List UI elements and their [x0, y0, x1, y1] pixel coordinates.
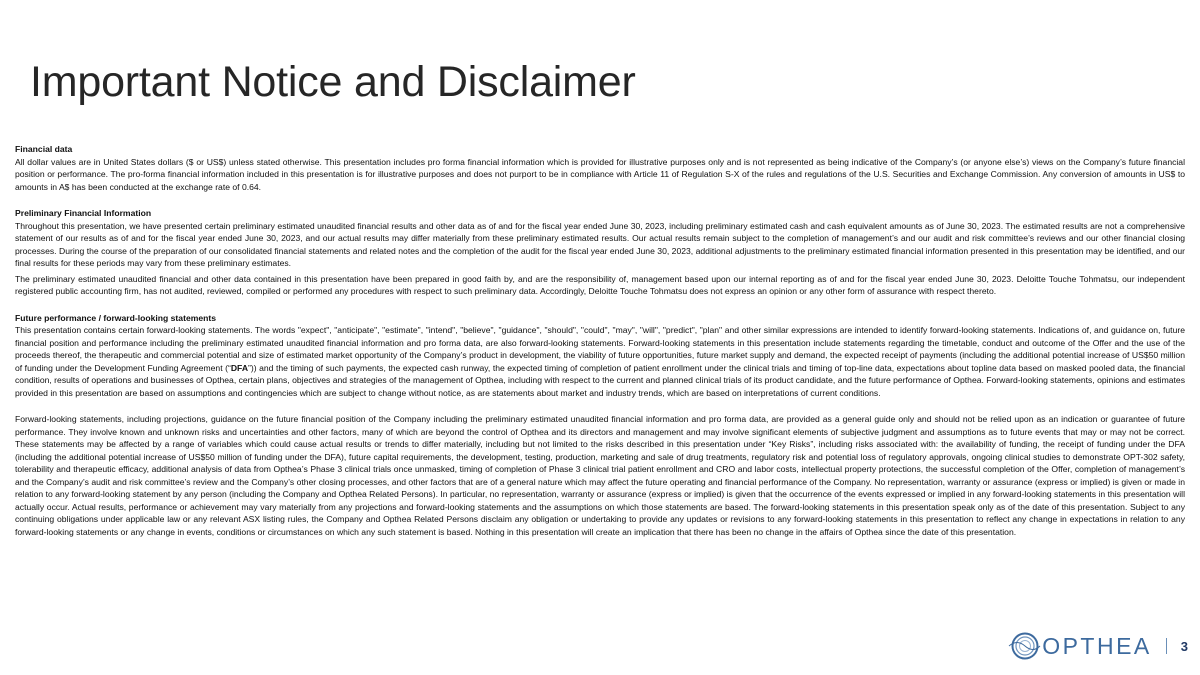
forward-looking-heading: Future performance / forward-looking statements [15, 312, 217, 323]
forward-looking-text-a: This presentation contains certain forward-looking statements. The words "expect", "anticipate", "estimate", "intend", "believe", "guidance", "should", "could", "may", "will", "predict", "plan" and other similar expressions are intended to identify forward-looking statements. Indications of, and guidance on, future financial position and performance including the preliminary estimated unaudited financial information and pro forma data, are also forward-looking statements. Forward-looking statements in this presentation include statements regarding the timetable, conduct and outcome of the Offer and the use of the proceeds thereof, the therapeutic and commercial potential and size of estimated market opportunity of the Company’s product in development, the viability of future opportunities, future market supply and demand, the expected receipt of payments (including the additional potential increase of US$50 million of funding under the Development Funding Agreement (“ [15, 325, 1185, 373]
preliminary-financial-paragraph-1: Throughout this presentation, we have presented certain preliminary estimated unaudited financial results and other data as of and for the fiscal year ended June 30, 2023, including preliminary estimated cash and cash equivalent amounts as of June 30, 2023. The estimated results are not a comprehensive statement of our results as of and for the fiscal year ended June 30, 2023, and our actual results may differ materially from these preliminary estimated results. Our actual results remain subject to the completion of management’s and our audit and risk committee’s reviews and our other financial closing processes. During the course of the preparation of our consolidated financial statements and related notes and the completion of the audit for the fiscal year ended June 30, 2023, additional adjustments to the preliminary estimated financial information presented in this presentation may be identified, and our final results for these periods may vary from these preliminary estimates. [15, 220, 1185, 268]
slide-footer [1007, 631, 1188, 661]
page-title: Important Notice and Disclaimer [30, 58, 636, 106]
dfa-term: DFA [230, 362, 249, 373]
preliminary-financial-paragraph-2: The preliminary estimated unaudited financial and other data contained in this presentation have been prepared in good faith by, and are the responsibility of, management based upon our internal reporting as of and for the fiscal year ended June 30, 2023. Deloitte Touche Tohmatsu, our independent registered public accounting firm, has not audited, reviewed, compiled or performed any procedures with respect to such preliminary data. Accordingly, Deloitte Touche Tohmatsu does not express an opinion or any other form of assurance with respect thereto. [15, 273, 1185, 296]
forward-looking-paragraph-1 [15, 324, 1185, 399]
footer-divider [1166, 638, 1167, 654]
financial-data-paragraph: All dollar values are in United States dollars ($ or US$) unless stated otherwise. This presentation includes pro forma financial information which is provided for illustrative purposes only and is not represented as being indicative of the Company’s (or anyone else’s) views on the Company’s future financial position or performance. The pro-forma financial information included in this presentation is for illustrative purposes and does not purport to be in compliance with Article 11 of Regulation S-X of the rules and regulations of the U.S. Securities and Exchange Commission. Any conversion of amounts in US$ to amounts in A$ has been conducted at the exchange rate of 0.64. [15, 156, 1185, 192]
financial-data-heading: Financial data [15, 144, 73, 154]
opthea-logo-text: OPTHEA [1042, 632, 1152, 659]
disclaimer-body [15, 143, 1185, 538]
preliminary-financial-heading: Preliminary Financial Information [15, 208, 152, 218]
opthea-logo [1007, 631, 1152, 661]
forward-looking-paragraph-2: Forward-looking statements, including projections, guidance on the future financial position of the Company including the preliminary estimated unaudited financial information and pro forma data, are provided as a general guide only and should not be relied upon as an indication or guarantee of future performance. They involve known and unknown risks and uncertainties and other factors, many of which are beyond the control of Opthea and its directors and management and may involve significant elements of subjective judgment and assumptions as to future events that may or may not be correct. These statements may be affected by a range of variables which could cause actual results or trends to differ materially, including but not limited to the risks described in this presentation under “Key Risks”, including risks associated with: the availability of funding, the receipt of funding under the DFA (including the additional potential increase of US$50 million of funding under the DFA), future capital requirements, the development, testing, production, marketing and sale of drug treatments, regulatory risk and potential loss of regulatory approvals, ongoing clinical studies to demonstrate OPT-302 safety, tolerability and therapeutic efficacy, additional analysis of data from Opthea’s Phase 3 clinical trials once unmasked, timing of completion of Phase 3 clinical trial patient enrollment and CRO and labor costs, intellectual property protections, the successful completion of the Offer, completion of management’s and the Company’s audit and risk committee’s review and the Company’s other closing processes, and other factors that are of a general nature which may affect the future operating and financial performance of the Company. No representation, warranty or assurance (express or implied) is given or made in relation to any forward-looking statement by any person (including the Company and Opthea Related Persons). In particular, no representation, warranty or assurance (express or implied) is given that the occurrence of the events expressed or implied in any forward-looking statements in this presentation will actually occur. Actual results, performance or achievement may vary materially from any projections and forward-looking statements and the assumptions on which those statements are based. The forward-looking statements in this presentation speak only as of the date of this presentation. Subject to any continuing obligations under applicable law or any relevant ASX listing rules, the Company and Opthea Related Persons disclaim any obligation or undertaking to provide any updates or revisions to any forward-looking statements in this presentation to reflect any change in expectations in relation to any forward-looking statements or any change in events, conditions or circumstances on which any such statement is based. Nothing in this presentation will create an implication that there has been no change in the affairs of Opthea since the date of this presentation. [15, 414, 1185, 537]
page-number: 3 [1180, 638, 1188, 654]
forward-looking-text-b: ”)) and the timing of such payments, the expected cash runway, the expected timing of completion of patient enrollment under the clinical trials and timing of top-line data, expectations about topline data based on masked pooled data, the financial condition, results of operations and businesses of Opthea, certain plans, objectives and strategies of the management of Opthea, including with respect to the current and planned clinical trials of its product candidate, and the future performance of Opthea. Forward-looking statements, opinions and estimates provided in this presentation are based on assumptions and contingencies which are subject to change without notice, as are statements about market and industry trends, which are based on interpretations of current conditions. [15, 362, 1186, 398]
opthea-logo-icon [1007, 631, 1041, 661]
